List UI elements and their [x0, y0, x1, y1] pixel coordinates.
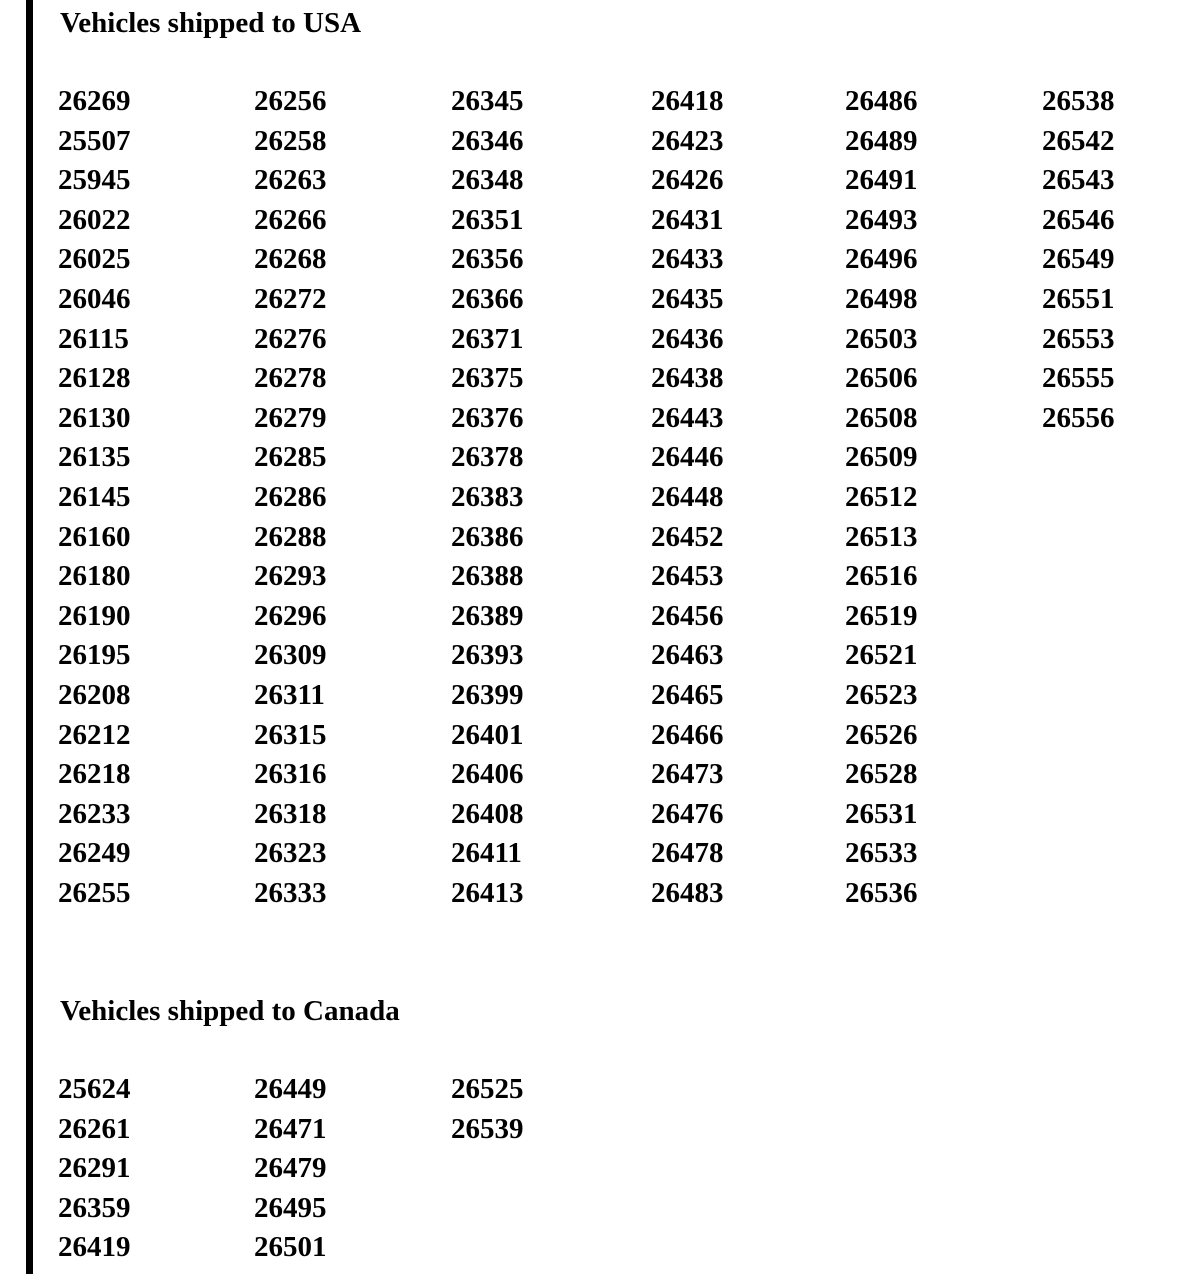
usa-section-title: Vehicles shipped to USA: [60, 7, 362, 39]
canada-vehicle-number: 26261: [58, 1112, 131, 1145]
usa-vehicle-number: 26486: [845, 85, 918, 117]
usa-vehicle-number: 26528: [845, 758, 918, 791]
usa-vehicle-number: 26315: [254, 718, 327, 751]
usa-vehicle-number: 26378: [451, 441, 524, 474]
usa-vehicle-number: 26371: [451, 322, 524, 355]
usa-vehicle-number: 26523: [845, 678, 918, 711]
usa-column: [845, 82, 1042, 913]
usa-vehicle-number: 25945: [58, 164, 131, 197]
usa-vehicle-number: 26493: [845, 203, 918, 236]
canada-vehicle-number: 26359: [58, 1191, 131, 1224]
usa-vehicle-number: 26180: [58, 560, 131, 593]
usa-vehicle-number: 26543: [1042, 164, 1115, 197]
canada-vehicle-number: 26291: [58, 1152, 131, 1185]
usa-vehicle-number: 26519: [845, 599, 918, 632]
usa-vehicle-number: 26276: [254, 322, 327, 355]
usa-vehicle-number: 26258: [254, 124, 327, 157]
usa-vehicle-number: 26286: [254, 480, 327, 513]
usa-vehicle-number: 26285: [254, 441, 327, 474]
usa-vehicle-number: 26386: [451, 520, 524, 553]
usa-vehicle-number: 26233: [58, 797, 131, 830]
usa-vehicle-number: 26145: [58, 480, 131, 513]
usa-vehicle-number: 26376: [451, 401, 524, 434]
usa-vehicle-number: 26509: [845, 441, 918, 474]
usa-vehicle-number: 26448: [651, 480, 724, 513]
usa-column: [1042, 82, 1162, 913]
usa-vehicle-number: 26435: [651, 282, 724, 315]
usa-vehicle-number: 26453: [651, 560, 724, 593]
usa-vehicle-number: 26508: [845, 401, 918, 434]
usa-vehicle-number: 26135: [58, 441, 131, 474]
usa-vehicle-number: 26506: [845, 362, 918, 395]
usa-vehicle-number: 26533: [845, 837, 918, 870]
usa-vehicle-number: 26208: [58, 678, 131, 711]
usa-vehicle-number: 26503: [845, 322, 918, 355]
usa-vehicle-number: 26513: [845, 520, 918, 553]
canada-vehicle-number: 26539: [451, 1112, 524, 1145]
usa-vehicle-number: 26496: [845, 243, 918, 276]
usa-vehicle-number: 26046: [58, 282, 131, 315]
usa-vehicle-number: 26456: [651, 599, 724, 632]
usa-vehicle-number: 26269: [58, 85, 131, 117]
usa-vehicle-number: 26401: [451, 718, 524, 751]
usa-vehicle-number: 26348: [451, 164, 524, 197]
left-margin-bar: [26, 0, 33, 1274]
usa-vehicle-number: 26160: [58, 520, 131, 553]
usa-vehicle-number: 26263: [254, 164, 327, 197]
usa-vehicle-number: 26423: [651, 124, 724, 157]
usa-vehicle-number: 25507: [58, 124, 131, 157]
usa-vehicle-number: 26498: [845, 282, 918, 315]
usa-vehicle-number: 26406: [451, 758, 524, 791]
usa-vehicle-number: 26526: [845, 718, 918, 751]
usa-vehicle-number: 26383: [451, 480, 524, 513]
usa-vehicle-number: 26022: [58, 203, 131, 236]
usa-vehicle-number: 26318: [254, 797, 327, 830]
usa-vehicle-number: 26555: [1042, 362, 1115, 395]
canada-vehicle-list: [58, 1070, 651, 1268]
canada-column: [254, 1070, 451, 1268]
usa-vehicle-number: 26551: [1042, 282, 1115, 315]
usa-vehicle-number: 26438: [651, 362, 724, 395]
canada-column: [451, 1070, 651, 1268]
usa-vehicle-number: 26531: [845, 797, 918, 830]
usa-vehicle-number: 26356: [451, 243, 524, 276]
usa-column: [451, 82, 651, 913]
usa-vehicle-number: 26128: [58, 362, 131, 395]
usa-vehicle-number: 26512: [845, 480, 918, 513]
canada-section-title: Vehicles shipped to Canada: [60, 995, 400, 1027]
usa-vehicle-number: 26413: [451, 876, 524, 909]
usa-vehicle-number: 26431: [651, 203, 724, 236]
usa-vehicle-number: 26025: [58, 243, 131, 276]
usa-vehicle-number: 26351: [451, 203, 524, 236]
usa-vehicle-number: 26408: [451, 797, 524, 830]
usa-vehicle-number: 26553: [1042, 322, 1115, 355]
usa-vehicle-number: 26345: [451, 85, 524, 117]
usa-vehicle-number: 26556: [1042, 401, 1115, 434]
usa-vehicle-number: 26293: [254, 560, 327, 593]
usa-vehicle-number: 26309: [254, 639, 327, 672]
usa-vehicle-number: 26473: [651, 758, 724, 791]
usa-column: [651, 82, 845, 913]
usa-vehicle-number: 26433: [651, 243, 724, 276]
usa-vehicle-number: 26452: [651, 520, 724, 553]
usa-vehicle-number: 26195: [58, 639, 131, 672]
usa-vehicle-number: 26476: [651, 797, 724, 830]
usa-vehicle-number: 26190: [58, 599, 131, 632]
usa-vehicle-number: 26463: [651, 639, 724, 672]
usa-vehicle-number: 26549: [1042, 243, 1115, 276]
usa-vehicle-number: 26268: [254, 243, 327, 276]
canada-vehicle-number: 26449: [254, 1073, 327, 1105]
usa-vehicle-number: 26399: [451, 678, 524, 711]
canada-vehicle-number: 26495: [254, 1191, 327, 1224]
usa-vehicle-number: 26393: [451, 639, 524, 672]
usa-vehicle-number: 26375: [451, 362, 524, 395]
usa-vehicle-number: 26115: [58, 322, 129, 355]
usa-vehicle-number: 26483: [651, 876, 724, 909]
usa-vehicle-number: 26333: [254, 876, 327, 909]
usa-vehicle-number: 26411: [451, 837, 522, 870]
usa-vehicle-number: 26323: [254, 837, 327, 870]
canada-vehicle-number: 25624: [58, 1073, 131, 1105]
usa-vehicle-number: 26130: [58, 401, 131, 434]
canada-vehicle-number: 26419: [58, 1231, 131, 1264]
usa-vehicle-number: 26466: [651, 718, 724, 751]
usa-vehicle-number: 26256: [254, 85, 327, 117]
usa-vehicle-number: 26266: [254, 203, 327, 236]
usa-vehicle-number: 26389: [451, 599, 524, 632]
usa-vehicle-number: 26521: [845, 639, 918, 672]
usa-vehicle-number: 26279: [254, 401, 327, 434]
usa-vehicle-number: 26478: [651, 837, 724, 870]
usa-vehicle-number: 26516: [845, 560, 918, 593]
usa-vehicle-number: 26465: [651, 678, 724, 711]
usa-vehicle-number: 26443: [651, 401, 724, 434]
usa-vehicle-number: 26542: [1042, 124, 1115, 157]
usa-vehicle-number: 26316: [254, 758, 327, 791]
usa-vehicle-number: 26288: [254, 520, 327, 553]
usa-vehicle-number: 26538: [1042, 85, 1115, 117]
usa-vehicle-number: 26536: [845, 876, 918, 909]
usa-vehicle-number: 26296: [254, 599, 327, 632]
usa-vehicle-number: 26436: [651, 322, 724, 355]
usa-vehicle-number: 26446: [651, 441, 724, 474]
canada-vehicle-number: 26525: [451, 1073, 524, 1105]
usa-vehicle-number: 26388: [451, 560, 524, 593]
usa-vehicle-number: 26255: [58, 876, 131, 909]
canada-vehicle-number: 26479: [254, 1152, 327, 1185]
usa-vehicle-number: 26546: [1042, 203, 1115, 236]
usa-vehicle-number: 26249: [58, 837, 131, 870]
usa-vehicle-number: 26218: [58, 758, 131, 791]
usa-vehicle-number: 26346: [451, 124, 524, 157]
usa-vehicle-number: 26491: [845, 164, 918, 197]
usa-vehicle-number: 26212: [58, 718, 131, 751]
usa-vehicle-list: [58, 82, 1162, 913]
usa-vehicle-number: 26278: [254, 362, 327, 395]
canada-vehicle-number: 26471: [254, 1112, 327, 1145]
usa-column: [58, 82, 254, 913]
usa-vehicle-number: 26366: [451, 282, 524, 315]
canada-vehicle-number: 26501: [254, 1231, 327, 1264]
usa-vehicle-number: 26418: [651, 85, 724, 117]
usa-vehicle-number: 26426: [651, 164, 724, 197]
canada-column: [58, 1070, 254, 1268]
usa-vehicle-number: 26272: [254, 282, 327, 315]
usa-column: [254, 82, 451, 913]
usa-vehicle-number: 26311: [254, 678, 325, 711]
usa-vehicle-number: 26489: [845, 124, 918, 157]
